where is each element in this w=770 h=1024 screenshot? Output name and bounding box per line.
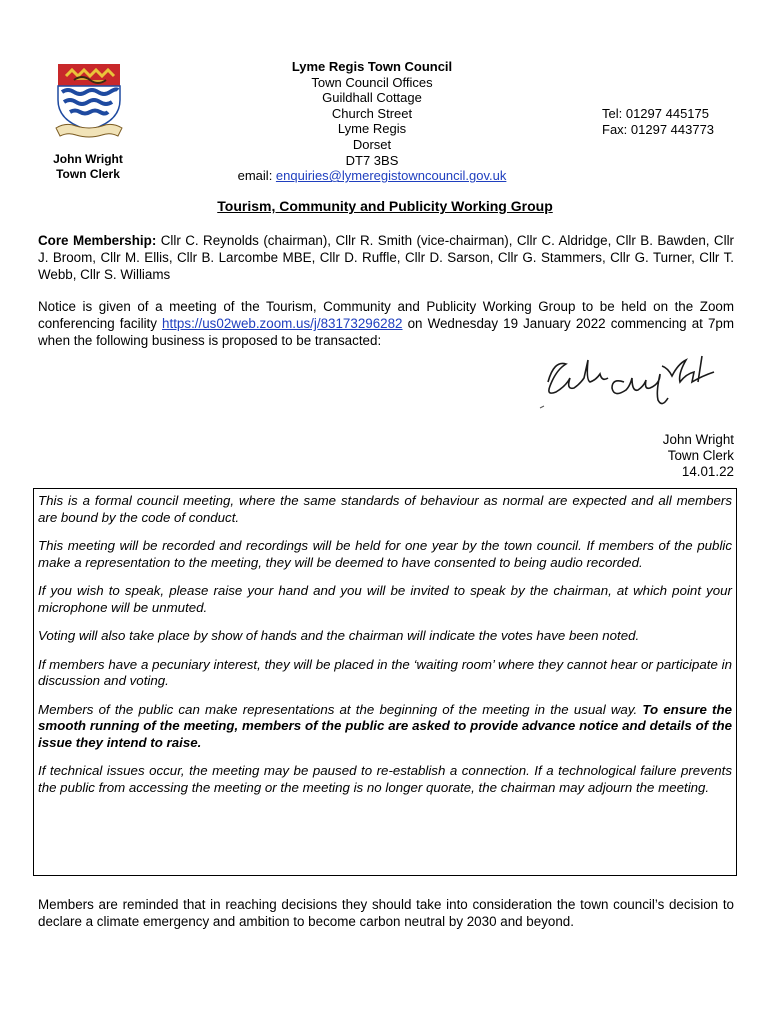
signoff (560, 432, 734, 480)
council-address (200, 59, 544, 184)
membership-label: Core Membership: (38, 233, 157, 248)
zoom-link[interactable]: https://us02web.zoom.us/j/83173296282 (162, 316, 403, 331)
technical-paragraph: If technical issues occur, the meeting may be paused to re-establish a connection. If a technological failure prevents the public from accessing the meeting or the meeting is no longer quorate, the chairman may adjourn the meeting. (38, 763, 732, 795)
voting-paragraph: Voting will also take place by show of hands and the chairman will indicate the votes have been noted. (38, 628, 640, 643)
speaking-paragraph: If you wish to speak, please raise your hand and you will be invited to speak by the chairman, at which point your microphone will be unmuted. (38, 583, 732, 615)
address-line: DT7 3BS (345, 152, 399, 168)
notice-text: Notice is given of a meeting of the Tourism, Community and Publicity Working Group to be held on the Zoom conferencing facility (38, 299, 734, 331)
meeting-notice (38, 298, 734, 349)
address-line: Guildhall Cottage (322, 90, 422, 106)
signoff-date: 14.01.22 (681, 464, 734, 479)
address-line: Dorset (352, 136, 392, 152)
signoff-title: Town Clerk (667, 448, 734, 463)
email-line (200, 168, 544, 184)
climate-reminder: Members are reminded that in reaching decisions they should take into consideration the town council’s decision to declare a climate emergency and ambition to become carbon neutral by 2030 and beyond. (38, 897, 734, 929)
address-line: Lyme Regis (337, 121, 407, 137)
meeting-title: Tourism, Community and Publicity Working Group (217, 198, 553, 214)
council-crest-icon (54, 62, 124, 142)
meeting-conduct-box (33, 488, 737, 876)
email-label: email: (237, 168, 276, 184)
core-membership (38, 232, 734, 283)
clerk-name: John Wright (53, 152, 123, 166)
address-line: Church Street (331, 105, 413, 121)
council-name: Lyme Regis Town Council (291, 59, 453, 74)
address-line: Town Council Offices (311, 74, 433, 90)
clerk-header (38, 152, 138, 182)
clerk-signature (534, 352, 734, 416)
notice-text-end: on Wednesday 19 January 2022 commencing at 7pm when the following business is proposed to be transacted: (38, 316, 734, 348)
conduct-paragraph: This is a formal council meeting, where the same standards of behaviour as normal are expected and all members are bound by the code of conduct. (38, 493, 732, 525)
signoff-name: John Wright (662, 432, 734, 447)
advance-notice-text: To ensure the smooth running of the meeting, members of the public are asked to provide advance notice and details of the issue they intend to raise. (38, 701, 732, 750)
email-link[interactable]: enquiries@lymeregistowncouncil.gov.uk (275, 168, 507, 184)
clerk-title: Town Clerk (56, 167, 120, 181)
public-text: Members of the public can make representations at the beginning of the meeting in the usual way. (38, 701, 643, 717)
fax: Fax: 01297 443773 (602, 121, 715, 137)
recording-paragraph: This meeting will be recorded and recordings will be held for one year by the town council. If members of the public make a representation to the meeting, they will be deemed to have consented to being audio recorded. (38, 538, 732, 570)
interest-paragraph: If members have a pecuniary interest, they will be placed in the ‘waiting room’ where they cannot hear or participate in discussion and voting. (38, 656, 732, 688)
membership-list: Cllr C. Reynolds (chairman), Cllr R. Smith (vice-chairman), Cllr C. Aldridge, Cllr B. Bawden, Cllr J. Broom, Cllr M. Ellis, Cllr B. Larcombe MBE, Cllr D. Ruffle, Cllr D. Sarson, Cllr G. Stammers, Cllr G. Turner, Cllr T. Webb, Cllr S. Williams (38, 233, 735, 282)
contact-numbers (602, 106, 714, 137)
telephone: Tel: 01297 445175 (602, 106, 709, 121)
public-paragraph (38, 702, 732, 752)
